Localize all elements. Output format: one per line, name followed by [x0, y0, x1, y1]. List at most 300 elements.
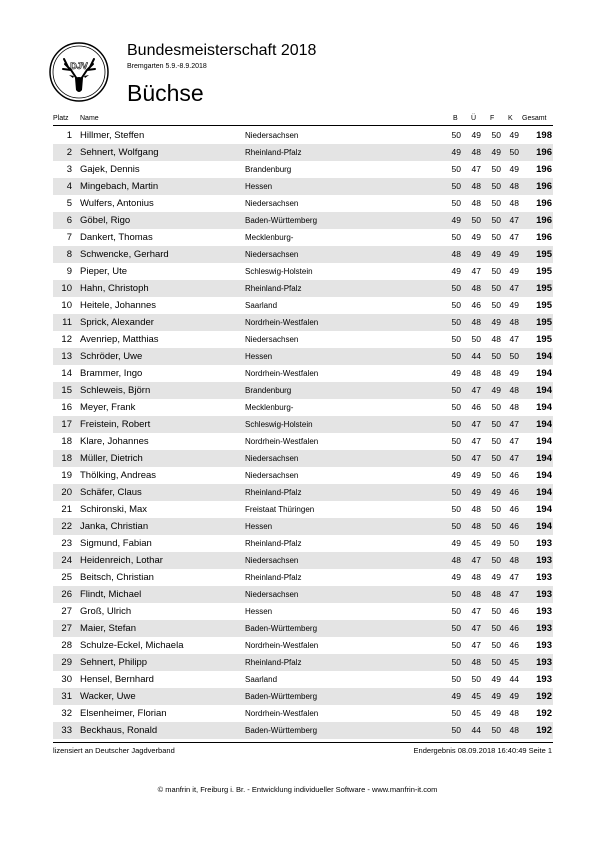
- footer-divider: [53, 742, 553, 743]
- table-row: [0, 654, 595, 671]
- score-b: 50: [451, 130, 461, 140]
- state: Freistaat Thüringen: [245, 505, 315, 514]
- score-f: 49: [491, 538, 501, 548]
- shooter-name: Groß, Ulrich: [80, 606, 132, 617]
- score-f: 50: [491, 164, 501, 174]
- score-total: 194: [536, 351, 552, 362]
- place: 21: [61, 504, 72, 515]
- license-text: lizensiert an Deutscher Jagdverband: [53, 746, 175, 755]
- state: Niedersachsen: [245, 250, 299, 259]
- shooter-name: Schleweis, Björn: [80, 385, 151, 396]
- score-k: 46: [509, 504, 519, 514]
- state: Hessen: [245, 607, 273, 616]
- shooter-name: Beckhaus, Ronald: [80, 725, 158, 736]
- score-total: 195: [536, 317, 552, 328]
- shooter-name: Hensel, Bernhard: [80, 674, 154, 685]
- table-row: [0, 671, 595, 688]
- shooter-name: Sigmund, Fabian: [80, 538, 152, 549]
- score-k: 46: [509, 521, 519, 531]
- place: 28: [61, 640, 72, 651]
- score-b: 50: [451, 283, 461, 293]
- score-k: 49: [509, 130, 519, 140]
- column-header-gesamt: Gesamt: [522, 115, 547, 122]
- score-u: 47: [471, 623, 481, 633]
- score-u: 45: [471, 708, 481, 718]
- place: 13: [61, 351, 72, 362]
- column-header-name: Name: [80, 115, 99, 122]
- shooter-name: Wacker, Uwe: [80, 691, 136, 702]
- table-row: [0, 688, 595, 705]
- score-b: 48: [451, 249, 461, 259]
- score-b: 49: [451, 147, 461, 157]
- score-b: 50: [451, 436, 461, 446]
- shooter-name: Sehnert, Philipp: [80, 657, 148, 668]
- score-total: 193: [536, 674, 552, 685]
- logo-text: DJV: [70, 61, 88, 71]
- shooter-name: Janka, Christian: [80, 521, 149, 532]
- score-k: 47: [509, 572, 519, 582]
- state: Niedersachsen: [245, 454, 299, 463]
- score-k: 48: [509, 555, 519, 565]
- shooter-name: Göbel, Rigo: [80, 215, 131, 226]
- score-b: 50: [451, 300, 461, 310]
- score-k: 48: [509, 317, 519, 327]
- score-f: 48: [491, 368, 501, 378]
- table-row: [0, 722, 595, 739]
- score-u: 48: [471, 317, 481, 327]
- score-total: 196: [536, 215, 552, 226]
- score-b: 50: [451, 504, 461, 514]
- table-row: [0, 212, 595, 229]
- shooter-name: Flindt, Michael: [80, 589, 142, 600]
- page-title: Bundesmeisterschaft 2018: [127, 42, 317, 59]
- table-row: [0, 331, 595, 348]
- score-u: 49: [471, 130, 481, 140]
- state: Niedersachsen: [245, 471, 299, 480]
- column-header-f: F: [490, 115, 495, 122]
- table-row: [0, 246, 595, 263]
- state: Mecklenburg-: [245, 403, 294, 412]
- score-total: 196: [536, 147, 552, 158]
- score-b: 50: [451, 674, 461, 684]
- place: 1: [66, 130, 72, 141]
- score-b: 50: [451, 385, 461, 395]
- shooter-name: Wulfers, Antonius: [80, 198, 154, 209]
- score-f: 49: [491, 147, 501, 157]
- score-k: 47: [509, 232, 519, 242]
- score-k: 48: [509, 385, 519, 395]
- score-b: 49: [451, 572, 461, 582]
- score-total: 196: [536, 181, 552, 192]
- event-dates: Bremgarten 5.9.-8.9.2018: [127, 63, 207, 70]
- shooter-name: Freistein, Robert: [80, 419, 151, 430]
- score-b: 49: [451, 215, 461, 225]
- state: Nordrhein-Westfalen: [245, 369, 319, 378]
- header-divider: [53, 125, 553, 126]
- score-k: 49: [509, 300, 519, 310]
- score-total: 196: [536, 198, 552, 209]
- state: Rheinland-Pfalz: [245, 539, 302, 548]
- score-k: 47: [509, 419, 519, 429]
- score-total: 192: [536, 691, 552, 702]
- score-k: 50: [509, 351, 519, 361]
- state: Nordrhein-Westfalen: [245, 641, 319, 650]
- place: 22: [61, 521, 72, 532]
- score-u: 48: [471, 657, 481, 667]
- score-f: 49: [491, 317, 501, 327]
- score-total: 194: [536, 487, 552, 498]
- table-row: [0, 348, 595, 365]
- place: 26: [61, 589, 72, 600]
- table-row: [0, 144, 595, 161]
- score-k: 48: [509, 708, 519, 718]
- score-total: 196: [536, 164, 552, 175]
- column-header-platz: Platz: [53, 115, 69, 122]
- score-total: 192: [536, 708, 552, 719]
- table-row: [0, 297, 595, 314]
- score-k: 48: [509, 198, 519, 208]
- score-k: 47: [509, 453, 519, 463]
- score-u: 45: [471, 538, 481, 548]
- score-b: 50: [451, 708, 461, 718]
- score-b: 50: [451, 623, 461, 633]
- score-f: 50: [491, 725, 501, 735]
- state: Mecklenburg-: [245, 233, 294, 242]
- score-b: 49: [451, 368, 461, 378]
- column-header-u: Ü: [471, 115, 477, 122]
- state: Niedersachsen: [245, 335, 299, 344]
- table-row: [0, 263, 595, 280]
- state: Saarland: [245, 301, 278, 310]
- score-f: 50: [491, 555, 501, 565]
- score-total: 194: [536, 453, 552, 464]
- table-row: [0, 535, 595, 552]
- score-total: 198: [536, 130, 552, 141]
- score-k: 46: [509, 606, 519, 616]
- score-u: 50: [471, 674, 481, 684]
- place: 10: [61, 300, 72, 311]
- shooter-name: Sehnert, Wolfgang: [80, 147, 159, 158]
- score-u: 46: [471, 300, 481, 310]
- score-total: 194: [536, 521, 552, 532]
- score-u: 47: [471, 385, 481, 395]
- score-b: 50: [451, 419, 461, 429]
- place: 29: [61, 657, 72, 668]
- table-row: [0, 127, 595, 144]
- score-u: 48: [471, 521, 481, 531]
- score-u: 45: [471, 691, 481, 701]
- score-f: 50: [491, 198, 501, 208]
- score-b: 49: [451, 538, 461, 548]
- score-f: 49: [491, 385, 501, 395]
- state: Baden-Württemberg: [245, 624, 318, 633]
- score-b: 50: [451, 198, 461, 208]
- score-total: 195: [536, 266, 552, 277]
- shooter-name: Hillmer, Steffen: [80, 130, 145, 141]
- place: 4: [66, 181, 72, 192]
- score-f: 49: [491, 674, 501, 684]
- score-k: 50: [509, 538, 519, 548]
- place: 16: [61, 402, 72, 413]
- state: Niedersachsen: [245, 590, 299, 599]
- score-k: 46: [509, 470, 519, 480]
- score-f: 49: [491, 487, 501, 497]
- table-row: [0, 569, 595, 586]
- score-k: 45: [509, 657, 519, 667]
- score-total: 193: [536, 623, 552, 634]
- place: 3: [66, 164, 72, 175]
- score-u: 48: [471, 147, 481, 157]
- score-b: 50: [451, 657, 461, 667]
- place: 24: [61, 555, 72, 566]
- score-total: 194: [536, 402, 552, 413]
- score-u: 47: [471, 453, 481, 463]
- score-f: 49: [491, 572, 501, 582]
- score-u: 49: [471, 249, 481, 259]
- score-u: 49: [471, 470, 481, 480]
- shooter-name: Schröder, Uwe: [80, 351, 143, 362]
- table-row: [0, 382, 595, 399]
- state: Rheinland-Pfalz: [245, 148, 302, 157]
- score-b: 49: [451, 266, 461, 276]
- score-k: 48: [509, 402, 519, 412]
- table-row: [0, 518, 595, 535]
- place: 23: [61, 538, 72, 549]
- score-f: 50: [491, 130, 501, 140]
- score-b: 50: [451, 487, 461, 497]
- state: Hessen: [245, 182, 273, 191]
- score-k: 49: [509, 368, 519, 378]
- table-row: [0, 416, 595, 433]
- state: Baden-Württemberg: [245, 726, 318, 735]
- shooter-name: Dankert, Thomas: [80, 232, 153, 243]
- score-b: 50: [451, 164, 461, 174]
- score-f: 50: [491, 300, 501, 310]
- result-status: Endergebnis 08.09.2018 16:40:49 Seite 1: [413, 746, 552, 755]
- score-f: 50: [491, 402, 501, 412]
- score-k: 50: [509, 147, 519, 157]
- score-f: 49: [491, 249, 501, 259]
- score-f: 50: [491, 232, 501, 242]
- score-u: 47: [471, 419, 481, 429]
- score-total: 196: [536, 232, 552, 243]
- score-total: 195: [536, 249, 552, 260]
- score-total: 194: [536, 436, 552, 447]
- state: Nordrhein-Westfalen: [245, 318, 319, 327]
- table-row: [0, 450, 595, 467]
- score-k: 47: [509, 589, 519, 599]
- table-row: [0, 229, 595, 246]
- table-header: [0, 113, 595, 125]
- table-row: [0, 280, 595, 297]
- place: 9: [66, 266, 72, 277]
- score-k: 49: [509, 691, 519, 701]
- state: Brandenburg: [245, 386, 292, 395]
- table-row: [0, 501, 595, 518]
- score-u: 48: [471, 283, 481, 293]
- score-k: 44: [509, 674, 519, 684]
- shooter-name: Sprick, Alexander: [80, 317, 154, 328]
- shooter-name: Thölking, Andreas: [80, 470, 157, 481]
- shooter-name: Heidenreich, Lothar: [80, 555, 163, 566]
- score-u: 48: [471, 504, 481, 514]
- shooter-name: Mingebach, Martin: [80, 181, 159, 192]
- score-b: 50: [451, 334, 461, 344]
- score-f: 50: [491, 266, 501, 276]
- score-k: 47: [509, 436, 519, 446]
- score-u: 47: [471, 640, 481, 650]
- score-f: 48: [491, 334, 501, 344]
- state: Rheinland-Pfalz: [245, 658, 302, 667]
- state: Rheinland-Pfalz: [245, 488, 302, 497]
- score-f: 50: [491, 283, 501, 293]
- score-f: 50: [491, 623, 501, 633]
- score-b: 48: [451, 555, 461, 565]
- table-row: [0, 467, 595, 484]
- score-b: 50: [451, 402, 461, 412]
- score-total: 193: [536, 657, 552, 668]
- score-k: 46: [509, 640, 519, 650]
- score-b: 49: [451, 470, 461, 480]
- state: Schleswig-Holstein: [245, 267, 313, 276]
- place: 20: [61, 487, 72, 498]
- place: 8: [66, 249, 72, 260]
- score-b: 50: [451, 453, 461, 463]
- score-f: 50: [491, 606, 501, 616]
- shooter-name: Schwencke, Gerhard: [80, 249, 169, 260]
- place: 14: [61, 368, 72, 379]
- score-k: 46: [509, 623, 519, 633]
- score-k: 47: [509, 283, 519, 293]
- place: 32: [61, 708, 72, 719]
- score-f: 50: [491, 657, 501, 667]
- score-f: 50: [491, 215, 501, 225]
- state: Hessen: [245, 522, 273, 531]
- score-f: 50: [491, 504, 501, 514]
- shooter-name: Gajek, Dennis: [80, 164, 140, 175]
- score-u: 48: [471, 589, 481, 599]
- score-b: 50: [451, 589, 461, 599]
- state: Niedersachsen: [245, 131, 299, 140]
- score-u: 48: [471, 572, 481, 582]
- shooter-name: Heitele, Johannes: [80, 300, 157, 311]
- score-b: 50: [451, 351, 461, 361]
- stag-emblem-icon: [49, 42, 109, 102]
- score-u: 50: [471, 215, 481, 225]
- state: Nordrhein-Westfalen: [245, 437, 319, 446]
- score-b: 50: [451, 725, 461, 735]
- score-f: 49: [491, 708, 501, 718]
- score-k: 48: [509, 181, 519, 191]
- djv-logo: [49, 42, 109, 102]
- score-f: 50: [491, 640, 501, 650]
- shooter-name: Elsenheimer, Florian: [80, 708, 167, 719]
- score-u: 49: [471, 487, 481, 497]
- score-total: 193: [536, 572, 552, 583]
- score-total: 193: [536, 606, 552, 617]
- score-f: 50: [491, 521, 501, 531]
- place: 10: [61, 283, 72, 294]
- score-total: 193: [536, 555, 552, 566]
- score-k: 49: [509, 266, 519, 276]
- score-f: 50: [491, 436, 501, 446]
- state: Hessen: [245, 352, 273, 361]
- state: Saarland: [245, 675, 278, 684]
- score-total: 192: [536, 725, 552, 736]
- score-total: 194: [536, 470, 552, 481]
- score-b: 49: [451, 691, 461, 701]
- score-u: 47: [471, 606, 481, 616]
- table-row: [0, 161, 595, 178]
- column-header-k: K: [508, 115, 513, 122]
- table-row: [0, 365, 595, 382]
- place: 7: [66, 232, 72, 243]
- score-total: 195: [536, 334, 552, 345]
- score-total: 195: [536, 300, 552, 311]
- score-u: 46: [471, 402, 481, 412]
- score-b: 50: [451, 521, 461, 531]
- column-header-b: B: [453, 115, 458, 122]
- place: 6: [66, 215, 72, 226]
- shooter-name: Schulze-Eckel, Michaela: [80, 640, 184, 651]
- place: 25: [61, 572, 72, 583]
- score-u: 44: [471, 351, 481, 361]
- table-row: [0, 484, 595, 501]
- shooter-name: Klare, Johannes: [80, 436, 149, 447]
- table-row: [0, 314, 595, 331]
- place: 19: [61, 470, 72, 481]
- score-f: 49: [491, 691, 501, 701]
- place: 11: [62, 317, 72, 328]
- state: Schleswig-Holstein: [245, 420, 313, 429]
- score-u: 49: [471, 232, 481, 242]
- score-f: 50: [491, 470, 501, 480]
- score-f: 48: [491, 589, 501, 599]
- place: 27: [61, 623, 72, 634]
- place: 17: [61, 419, 72, 430]
- score-u: 44: [471, 725, 481, 735]
- table-row: [0, 637, 595, 654]
- state: Niedersachsen: [245, 199, 299, 208]
- score-total: 194: [536, 368, 552, 379]
- score-u: 48: [471, 181, 481, 191]
- table-row: [0, 195, 595, 212]
- place: 5: [66, 198, 72, 209]
- state: Rheinland-Pfalz: [245, 284, 302, 293]
- state: Baden-Württemberg: [245, 216, 318, 225]
- score-total: 193: [536, 538, 552, 549]
- place: 2: [66, 147, 72, 158]
- table-row: [0, 433, 595, 450]
- shooter-name: Brammer, Ingo: [80, 368, 143, 379]
- score-total: 194: [536, 419, 552, 430]
- state: Brandenburg: [245, 165, 292, 174]
- place: 27: [61, 606, 72, 617]
- score-f: 50: [491, 351, 501, 361]
- score-k: 47: [509, 215, 519, 225]
- place: 18: [61, 453, 72, 464]
- state: Niedersachsen: [245, 556, 299, 565]
- score-k: 47: [509, 334, 519, 344]
- table-row: [0, 705, 595, 722]
- score-total: 193: [536, 589, 552, 600]
- shooter-name: Meyer, Frank: [80, 402, 136, 413]
- place: 31: [61, 691, 72, 702]
- place: 18: [61, 436, 72, 447]
- table-row: [0, 586, 595, 603]
- score-b: 50: [451, 317, 461, 327]
- table-row: [0, 552, 595, 569]
